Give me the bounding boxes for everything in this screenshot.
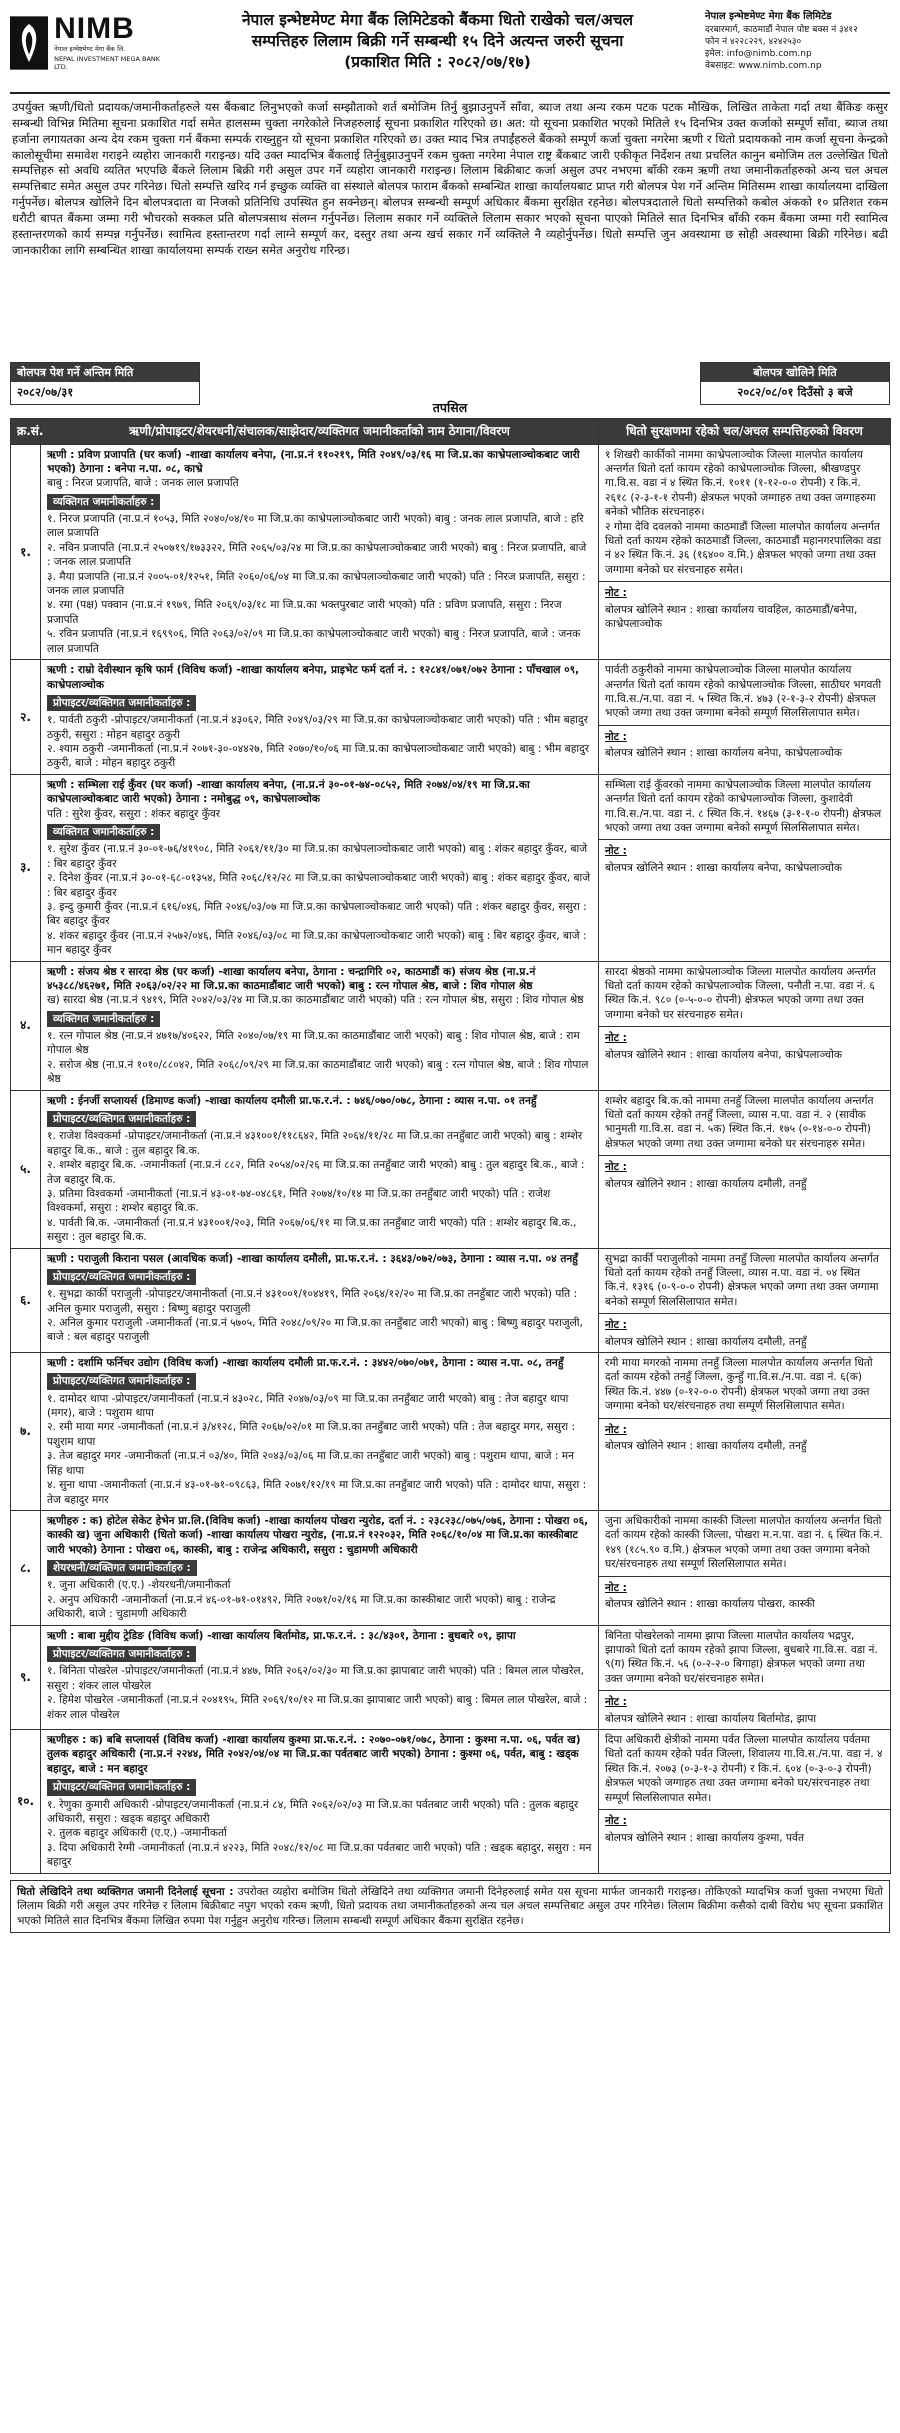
guarantor-section-label: प्रोपाइटर/व्यक्तिगत जमानीकर्ताहरु : bbox=[47, 1373, 196, 1389]
borrower-details-cell bbox=[41, 660, 599, 775]
row-serial-number: ७. bbox=[11, 1353, 41, 1511]
note-label: नोट : bbox=[605, 845, 627, 858]
contact-email: इमेल: info@nimb.com.np bbox=[705, 48, 812, 59]
contact-address: दरबारमार्ग, काठमाडौं नेपाल पोष्ट बक्स नं ३४१२ bbox=[705, 24, 858, 35]
row-serial-number: ८. bbox=[11, 1510, 41, 1625]
guarantor-section-label: प्रोपाइटर/व्यक्तिगत जमानीकर्ताहरु : bbox=[47, 1111, 196, 1127]
auction-table bbox=[10, 418, 891, 1874]
contact-website: वेबसाइट: www.nimb.com.np bbox=[705, 60, 822, 71]
property-note-divider bbox=[599, 1690, 890, 1691]
table-row bbox=[11, 1510, 891, 1625]
guarantor-item: ३. प्रतिमा विश्वकर्मा -जमानीकर्ता (ना.प्र.नं ४३-०१-७४-०४८६१, मिति २०७४/१०/१४ मा जि.प्र.का तनहुँबाट जारी भएको) पति : राजेश विश्वकर्मा, ससुरा : शम्शेर बहादुर बि.क. bbox=[47, 1187, 551, 1215]
row-serial-number: ९. bbox=[11, 1625, 41, 1729]
deadline-row bbox=[10, 362, 890, 418]
property-note-divider bbox=[599, 1576, 890, 1577]
guarantor-section-label: प्रोपाइटर/व्यक्तिगत जमानीकर्ताहरु : bbox=[47, 1779, 196, 1795]
table-header-row bbox=[11, 419, 891, 445]
table-row bbox=[11, 444, 891, 660]
guarantor-item: १. रेणुका कुमारी अधिकारी -प्रोपाइटर/जमानीकर्ता (ना.प्र.नं ८४, मिति २०६२/०२/०३ मा जि.प्र.का पर्वतबाट जारी भएको) पति : तुलक बहादुर अधिकारी, ससुरा : खड्क बहादुर अधिकारी bbox=[47, 1798, 579, 1825]
bid-opening-location: बोलपत्र खोलिने स्थान : शाखा कार्यालय दमौली, तनहुँ bbox=[605, 1177, 807, 1190]
property-note-divider bbox=[599, 581, 890, 582]
row-serial-number: ३. bbox=[11, 774, 41, 961]
title-line-1: नेपाल इन्भेष्टमेण्ट मेगा बैंक लिमिटेडको बैंकमा धितो राखेको चल/अचल bbox=[241, 11, 634, 29]
row-serial-number: ५. bbox=[11, 1090, 41, 1248]
borrower-extra-info: ख) सारदा श्रेष्ठ (ना.प्र.नं ९४१९, मिति २०४२/०३/२४ मा जि.प्र.का काठमाडौंबाट जारी भएको) पति : रत्न गोपाल श्रेष्ठ, ससुरा : शिव गोपाल श्रेष्ठ bbox=[47, 994, 584, 1007]
borrower-extra-info: पति : सुरेश कुँवर, ससुरा : शंकर बहादुर कुँवर bbox=[47, 807, 221, 820]
title-line-2: सम्पत्तिहरु लिलाम बिक्री गर्ने सम्बन्धी १५ दिने अत्यन्त जरुरी सूचना bbox=[251, 31, 624, 50]
borrower-info: ऋणी : प्रविण प्रजापति (घर कर्जा) -शाखा कार्यालय बनेपा, (ना.प्र.नं ११०२१९, मिति २०४९/०३/१६ मा जि.प्र.का काभ्रेपलाञ्चोकबाट जारी भएको) ठेगाना : बनेपा न.पा. ०८, काभ्रे bbox=[47, 448, 580, 475]
guarantor-item: १. बिनिता पोखरेल -प्रोपाइटर/जमानीकर्ता (ना.प्र.नं ४४७, मिति २०६२/०२/३० मा जि.प्र.का झापाबाट जारी भएको) पति : बिमल लाल पोखरेल, ससुरा : शंकर लाल पोखरेल bbox=[47, 1665, 584, 1692]
guarantor-item: २. श्याम ठकुरी -जमानीकर्ता (ना.प्र.नं २०७१-३०-०४४२७, मिति २०७०/१०/०६ मा जि.प्र.का काभ्रेपलाञ्चोकबाट जारी भएको) बाबु : भीम बहादुर ठकुरी, बाजे : मोहन बहादुर ठकुरी bbox=[47, 742, 590, 770]
guarantor-section-label: प्रोपाइटर/व्यक्तिगत जमानीकर्ताहरु : bbox=[47, 1269, 196, 1285]
table-row bbox=[11, 660, 891, 775]
property-description: रमी माया मगरको नाममा तनहुँ जिल्ला मालपोत कार्यालय अन्तर्गत धितो दर्ता कायम रहेको तनहुँ जिल्ला, कुन्हुँ गा.वि.स./न.पा. वडा नं. ६(क) स्थित कि.नं. ४४७ (०-१२-०-० रोपनी) क्षेत्रफल भएको जग्गा तथा उक्त जग्गामा बनेको घर/संरचनाहरु तथा सम्पूर्ण सिलसिलापात समेत। bbox=[605, 1357, 873, 1413]
note-label: नोट : bbox=[605, 1319, 627, 1332]
collateral-property-cell bbox=[599, 1625, 891, 1729]
borrower-info: ऋणी : राम्रो देवीस्थान कृषि फार्म (विविध कर्जा) -शाखा कार्यालय बनेपा, प्राइभेट फर्म दर्ता नं. : १२८४१/०७१/०७२ ठेगाना : पाँचखाल ०९, काभ्रेपलाञ्चोक bbox=[47, 664, 580, 691]
guarantor-item: २. रमी माया मगर -जमानीकर्ता (ना.प्र.नं ३/४१२८, मिति २०६७/०२/०१ मा जि.प्र.का तनहुँबाट जारी भएको) पति : तेज बहादुर मगर, ससुरा : पशुराम थापा bbox=[47, 1421, 576, 1448]
property-note-divider bbox=[599, 1155, 890, 1156]
borrower-details-cell bbox=[41, 774, 599, 961]
property-description: सुभद्रा कार्की पराजुलीको नाममा तनहुँ जिल्ला मालपोत कार्यालय अन्तर्गत धितो दर्ता कायम रहेको तनहुँ जिल्ला, व्यास न.पा. वडा नं. ०४ स्थित कि.नं. १३१६ (०-९-०-० रोपनी) क्षेत्रफल भएको जग्गा तथा उक्त जग्गामा बनेको सम्पूर्ण सिलसिलापात समेत। bbox=[605, 1252, 879, 1308]
borrower-details-cell bbox=[41, 1090, 599, 1248]
collateral-property-cell bbox=[599, 444, 891, 660]
bid-opening-location: बोलपत्र खोलिने स्थान : शाखा कार्यालय पोखरा, कास्की bbox=[605, 1597, 815, 1610]
borrower-details-cell bbox=[41, 1730, 599, 1874]
note-label: नोट : bbox=[605, 1581, 627, 1594]
property-note-divider bbox=[599, 725, 890, 726]
borrower-details-cell bbox=[41, 1353, 599, 1511]
guarantor-item: ४. रमा (पक्ष) पक्वान (ना.प्र.नं १९७९, मिति २०६९/०३/१८ मा जि.प्र.का भक्तपुरबाट जारी भएको) पति : प्रविण प्रजापति, ससुरा : निरज प्रजापति bbox=[47, 599, 562, 626]
table-row bbox=[11, 1248, 891, 1352]
guarantor-item: २. अनिल कुमार पराजुली -जमानीकर्ता (ना.प्र.नं ५७०५, मिति २०४८/०९/२० मा जि.प्र.का तनहुँबाट जारी भएको) बाबु : बिष्णु बहादुर पराजुली, बाजे : बल बहादुर पराजुली bbox=[47, 1317, 583, 1344]
note-label: नोट : bbox=[605, 587, 627, 600]
collateral-property-cell bbox=[599, 1730, 891, 1874]
table-row bbox=[11, 1625, 891, 1729]
collateral-property-cell bbox=[599, 774, 891, 961]
note-label: नोट : bbox=[605, 1815, 627, 1828]
guarantor-item: ३. इन्दु कुमारी कुँवर (ना.प्र.नं ६१६/०४६, मिति २०४६/०३/०७ मा जि.प्र.का काभ्रेपलाञ्चोकबाट जारी भएको) पति : शंकर बहादुर कुँवर, ससुरा : बिर बहादुर कुँवर bbox=[47, 900, 587, 928]
bid-opening-location: बोलपत्र खोलिने स्थान : शाखा कार्यालय चावहिल, काठमाडौं/बनेपा, काभ्रेपलाञ्चोक bbox=[605, 603, 858, 631]
bid-opening-location: बोलपत्र खोलिने स्थान : शाखा कार्यालय दमौली, तनहुँ bbox=[605, 1440, 807, 1453]
note-label: नोट : bbox=[605, 1032, 627, 1045]
publish-date: (प्रकाशित मिति : २०८२/०७/१७) bbox=[344, 52, 531, 71]
guarantor-item: १. सुरेश कुँवर (ना.प्र.नं ३०-०१-७६/४१९०८, मिति २०६१/११/३० मा जि.प्र.का काभ्रेपलाञ्चोकबाट जारी भएको) बाबु : शंकर बहादुर कुँवर, बाजे : बिर बहादुर कुँवर bbox=[47, 843, 588, 870]
property-description: पार्वती ठकुरीको नाममा काभ्रेपलाञ्चोक जिल्ला मालपोत कार्यालय अन्तर्गत धितो दर्ता कायम रहेको काभ्रेपलाञ्चोक जिल्ला, साठीघर भगवती गा.वि.स./न.पा. वडा नं. ५ स्थित कि.नं. ४७३ (२-१-३-२ रोपनी) क्षेत्रफल भएको जग्गा तथा उक्त जग्गामा बनेको सम्पूर्ण सिलसिलापात समेत। bbox=[605, 664, 882, 720]
property-note-divider bbox=[599, 839, 890, 840]
contact-phone: फोन नं ४२२८२२९, ४२४२५३० bbox=[705, 36, 802, 47]
bid-opening-location: बोलपत्र खोलिने स्थान : शाखा कार्यालय बनेपा, काभ्रेपलाञ्चोक bbox=[605, 861, 843, 874]
submit-deadline-label: बोलपत्र पेश गर्ने अन्तिम मिति bbox=[11, 363, 199, 382]
bid-opening-location: बोलपत्र खोलिने स्थान : शाखा कार्यालय बिर्तामोड, झापा bbox=[605, 1712, 817, 1725]
borrower-info: ऋणीहरु : क) होटेल सेकेट हेभेन प्रा.लि.(विविध कर्जा) -शाखा कार्यालय पोखरा न्युरोड, दर्ता नं. : २३८२३८/०७५/०७६, ठेगाना : पोखरा ०६, कास्की ख) जुना अधिकारी (धितो कर्जा) -शाखा कार्यालय पोखरा न्युरोड, (ना.प्र.नं १२२०३२, मिति २०६८/१०/०४ मा जि.प्र.का कास्कीबाट जारी भएको) ठेगाना : पोखरा ०६, कास्की, बाबु : राजेन्द्र अधिकारी, ससुरा : चुडामणी अधिकारी bbox=[47, 1514, 589, 1556]
bid-opening-location: बोलपत्र खोलिने स्थान : शाखा कार्यालय कुश्मा, पर्वत bbox=[605, 1831, 804, 1844]
table-row bbox=[11, 774, 891, 961]
guarantor-item: १. पार्वती ठकुरी -प्रोपाइटर/जमानीकर्ता (ना.प्र.नं ४३०६२, मिति २०४९/०३/२९ मा जि.प्र.का काभ्रेपलाञ्चोकबाट जारी भएको) पति : भीम बहादुर ठकुरी, ससुरा : मोहन बहादुर ठकुरी bbox=[47, 714, 588, 741]
guarantor-item: २. हिमेश पोखरेल -जमानीकर्ता (ना.प्र.नं २०४१९५, मिति २०६९/१०/१२ मा जि.प्र.का झापाबाट जारी भएको) बाबु : बिमल लाल पोखरेल, बाजे : शंकर लाल पोखरेल bbox=[47, 1694, 588, 1721]
bid-opening-location: बोलपत्र खोलिने स्थान : शाखा कार्यालय बनेपा, काभ्रेपलाञ्चोक bbox=[605, 747, 843, 760]
note-label: नोट : bbox=[605, 1423, 627, 1436]
footnote-title: धितो लेखिदिने तथा व्यक्तिगत जमानी दिनेलाई सूचना : bbox=[17, 1885, 234, 1898]
logo-sub-en: NEPAL INVESTMENT MEGA BANK LTD. bbox=[54, 55, 161, 71]
guarantor-section-label: प्रोपाइटर/व्यक्तिगत जमानीकर्ताहरु : bbox=[47, 1646, 196, 1662]
property-description: सारदा श्रेष्ठको नाममा काभ्रेपलाञ्चोक जिल्ला मालपोत कार्यालय अन्तर्गत धितो दर्ता कायम रहेको काभ्रेपलाञ्चोक जिल्ला, पनौती न.पा. वडा नं. ६ स्थित कि.नं. ९८० (०-५-०-० रोपनी) क्षेत्रफल भएको जग्गा तथा उक्त जग्गामा बनेको घर संरचनाहरु समेत। bbox=[605, 965, 876, 1021]
table-caption: तपसिल bbox=[432, 399, 468, 415]
collateral-property-cell bbox=[599, 1510, 891, 1625]
property-description: शम्शेर बहादुर बि.क.को नाममा तनहुँ जिल्ला मालपोत कार्यालय अन्तर्गत धितो दर्ता कायम रहेको तनहुँ जिल्ला, व्यास न.पा. वडा नं. २ (सावीक भानुमती गा.वि.स. वडा नं. ५क) स्थित कि.नं. १७५ (०-१४-०-० रोपनी) क्षेत्रफल भएको जग्गा तथा उक्त जग्गामा बनेको घर संरचनाहरु समेत। bbox=[605, 1094, 874, 1150]
open-date-value: २०८२/०८/०१ दिउँसो ३ बजे bbox=[737, 385, 853, 400]
guarantor-item: २. शम्शेर बहादुर बि.क. -जमानीकर्ता (ना.प्र.नं ८८२, मिति २०५४/०२/२६ मा जि.प्र.का तनहुँबाट जारी भएको) बाबु : तुल बहादुर बि.क., बाजे : तेज बहादुर बि.क. bbox=[47, 1159, 585, 1186]
bid-opening-location: बोलपत्र खोलिने स्थान : शाखा कार्यालय दमौली, तनहुँ bbox=[605, 1335, 807, 1348]
guarantor-item: ३. दिपा अधिकारी रेग्मी -जमानीकर्ता (ना.प्र.नं ४२२३, मिति २०४८/१२/०८ मा जि.प्र.का पर्वतबाट जारी भएको) पति : खड्क बहादुर, ससुरा : मन बहादुर bbox=[47, 1841, 592, 1869]
bank-contact bbox=[705, 8, 890, 72]
property-note-divider bbox=[599, 1809, 890, 1810]
guarantor-section-label: व्यक्तिगत जमानीकर्ताहरु : bbox=[47, 1011, 160, 1027]
guarantor-item: २. तुलक बहादुर अधिकारी (ए.ए.) -जमानीकर्ता bbox=[47, 1827, 227, 1840]
guarantor-item: ४. पार्वती बि.क. -जमानीकर्ता (ना.प्र.नं ४३१००१/२०३, मिति २०६७/०६/११ मा जि.प्र.का तनहुँबाट जारी भएको) पति : शम्शेर बहादुर बि.क., ससुरा : तुल बहादुर बि.क. bbox=[47, 1216, 577, 1244]
open-date-box bbox=[700, 362, 890, 405]
collateral-property-cell bbox=[599, 1353, 891, 1511]
property-note-divider bbox=[599, 1313, 890, 1314]
guarantor-item: ५. रविन प्रजापति (ना.प्र.नं १६९९०६, मिति २०६३/०२/०९ मा जि.प्र.का काभ्रेपलाञ्चोकबाट जारी भएको) बाबु : निरज प्रजापति, बाजे : जनक लाल प्रजापति bbox=[47, 628, 581, 655]
borrower-info: ऋणी : दर्शामि फर्निचर उद्योग (विविध कर्जा) -शाखा कार्यालय दमौली प्रा.फ.र.नं. : ३४४२/०७०/०७१, ठेगाना : व्यास न.पा. ०८, तनहुँ bbox=[47, 1357, 564, 1369]
guarantor-item: १. निरज प्रजापति (ना.प्र.नं १०५३, मिति २०४०/०४/१० मा जि.प्र.का काभ्रेपलाञ्चोकबाट जारी भएको) बाबु : जनक लाल प्रजापति, बाजे : हरि लाल प्रजापति bbox=[47, 513, 584, 540]
collateral-property-cell bbox=[599, 1090, 891, 1248]
borrower-info: ऋणी : ईनर्जी सप्लायर्स (डिमाण्ड कर्जा) -शाखा कार्यालय दमौली प्रा.फ.र.नं. : ७४६/०७०/०७८, ठेगाना : व्यास न.पा. ०१ तनहुँ bbox=[47, 1094, 537, 1107]
guarantor-item: २. दिनेश कुँवर (ना.प्र.नं ३०-०१-६८-०१३५४, मिति २०६८/१२/२८ मा जि.प्र.का काभ्रेपलाञ्चोकबाट जारी भएको) बाबु : शंकर बहादुर कुँवर, बाजे : बिर बहादुर कुँवर bbox=[47, 872, 591, 899]
guarantor-item: ३. मैया प्रजापति (ना.प्र.नं २००५-०१/१२५१, मिति २०६०/०६/०४ मा जि.प्र.का काभ्रेपलाञ्चोकबाट जारी भएको) पति : निरज प्रजापति, ससुरा : जनक लाल प्रजापति bbox=[47, 570, 586, 598]
borrower-details-cell bbox=[41, 1248, 599, 1352]
collateral-property-cell bbox=[599, 660, 891, 775]
notice-title bbox=[170, 8, 705, 73]
row-serial-number: २. bbox=[11, 660, 41, 775]
property-note-divider bbox=[599, 1418, 890, 1419]
row-serial-number: १. bbox=[11, 444, 41, 660]
intro-paragraph: उपर्युक्त ऋणी/धितो प्रदायक/जमानीकर्ताहरुले यस बैंकबाट लिनुभएको कर्जा सम्झौताको शर्त बमोजिम तिर्नु बुझाउनुपर्ने साँवा, ब्याज तथा अन्य रकम पटक पटक मौखिक, लिखित ताकेता गर्दा तथा बैंकिङ कसुर सम्बन्धी विभिन्न मितिमा सूचना प्रकाशित गर्दा समेत हालसम्म चुक्ता नगरेकोले निजहरुलाई सूचना प्रकाशित गरिएको छ। अत: यो सूचना प्रकाशित भएको मितिले १५ दिनभित्र उक्त कर्जाको सम्पूर्ण साँवा, ब्याज तथा हर्जाना लगायतका अन्य देय रकम चुक्ता गर्न बैंकमा सम्पर्क राख्नुहुन यो सूचना प्रकाशित गरिएको छ। उक्त म्याद भित्र तपाईंहरुले बैंकको सम्पूर्ण कर्जा चुक्ता नगरेमा ऋणी र धितो प्रदायकको नाम कर्जा सूचना केन्द्रको कालोसूचीमा समावेश गराइने व्यहोरा जानकारी गराइन्छ। यदि उक्त म्यादभित्र बैंकलाई तिर्नुबुझाउनुपर्ने रकम चुक्ता नगरेमा नेपाल राष्ट्र बैंकबाट जारी एकीकृत निर्देशन तथा प्रचलित कानुन बमोजिम तल उल्लेखित धितो सम्पत्तिहरु सो अवधि व्यतित भएपछि बैंकले लिलाम बिक्री गरी असुल उपर गर्ने व्यहोरा जानकारी गराइन्छ। लिलाम बिक्रीबाट कर्जा असुल उपर नभएमा बाँकी रकम ऋणी तथा जमानीकर्ताहरुको अन्य चल अचल सम्पत्तिबाट समेत असुल उपर गरिनेछ। धितो सम्पत्ति खरिद गर्न इच्छुक व्यक्ति वा संस्थाले बोलपत्र फाराम बैंकको सम्बन्धित शाखा कार्यालयबाट प्राप्त गरी बोलपत्र पेश गर्ने अन्तिम मितिसम्म शाखा कार्यालयमा दाखिला गर्नुपर्नेछ। बोलपत्र खोलिने दिन बोलपत्रदाता वा निजको प्रतिनिधि उपस्थित हुन सक्नेछन्। बोलपत्र सम्बन्धी सम्पूर्ण अधिकार बैंकमा सुरक्षित रहनेछ। बोलपत्रदाताले धितो सम्पत्तिको कबोल अंकको १० प्रतिशत रकम धरौटी बापत बैंकमा जम्मा गरी भौचरको सक्कल प्रति बोलपत्रसाथ संलग्न गर्नुपर्नेछ। लिलाम सकार गर्ने व्यक्तिले लिलाम सकार भएको सूचना पाएको मितिले सात दिनभित्र बाँकी रकम बैंकमा जम्मा गरी स्वामित्व हस्तान्तरणको कार्य सम्पन्न गर्नुपर्नेछ। स्वामित्व हस्तान्तरण गर्दा लाग्ने सम्पूर्ण कर, दस्तुर तथा अन्य खर्च सकार गर्ने व्यक्तिले नै व्यहोर्नुपर्नेछ। धितो सम्पत्ति जुन अवस्थामा छ सोही अवस्थामा बिक्री गरिनेछ। बढी जानकारीका लागि सम्बन्धित शाखा कार्यालयमा सम्पर्क राख्न समेत अनुरोध गरिन्छ। bbox=[12, 100, 888, 257]
submit-deadline-box bbox=[10, 362, 200, 405]
bank-logo bbox=[10, 8, 170, 78]
guarantor-item: १. दामोदर थापा -प्रोपाइटर/जमानीकर्ता (ना.प्र.नं ४३०२८, मिति २०४७/०३/०९ मा जि.प्र.का तनहुँबाट जारी भएको) बाबु : तेज बहादुर थापा (मगर), बाजे : पशुराम थापा bbox=[47, 1392, 569, 1420]
open-date-label: बोलपत्र खोलिने मिति bbox=[701, 363, 889, 382]
borrower-extra-info: बाबु : निरज प्रजापति, बाजे : जनक लाल प्रजापति bbox=[47, 477, 239, 490]
borrower-info: ऋणी : बाबा मुद्दीय ट्रेडिङ (विविध कर्जा) -शाखा कार्यालय बिर्तामोड, प्रा.फ.र.नं. : ३८/४३०१, ठेगाना : बुधबारे ०९, झापा bbox=[47, 1629, 516, 1642]
table-row bbox=[11, 1353, 891, 1511]
property-description: जुना अधिकारीको नाममा कास्की जिल्ला मालपोत कार्यालय अन्तर्गत धितो दर्ता कायम रहेको कास्की जिल्ला, पोखरा म.न.पा. वडा नं. ६ स्थित कि.नं. १४९ (१८५.९० व.मि.) क्षेत्रफल भएको जग्गा तथा उक्त जग्गामा बनेको घर/संरचनाहरु तथा सम्पूर्ण सिलसिलापात समेत। bbox=[605, 1514, 883, 1571]
guarantor-item: १. राजेश विश्वकर्मा -प्रोपाइटर/जमानीकर्ता (ना.प्र.नं ४३१००१/११८६४२, मिति २०६४/११/२८ मा जि.प्र.का तनहुँबाट जारी भएको) बाबु : शम्शेर बहादुर बि.क., बाजे : तुल बहादुर बि.क. bbox=[47, 1130, 583, 1157]
footnote-text: उपरोक्त व्यहोरा बमोजिम धितो लेखिदिने तथा व्यक्तिगत जमानी दिनेहरुलाई समेत यस सूचना मार्फत जानकारी गराइन्छ। तोकिएको म्यादभित्र कर्जा चुक्ता नभएमा धितो लिलाम बिक्री गरी असुल उपर गरिनेछ र लिलाम बिक्रीबाट नपुग भएको रकम ऋणी, धितो प्रदायक तथा जमानीकर्ताहरुको अन्य चल अचल सम्पत्तिबाट असुल उपर गरिनेछ। लिलाम बिक्रीमा कसैको दाबी विरोध भए सूचना प्रकाशित भएको मितिले सात दिनभित्र बैंकमा लिखित रुपमा पेश गर्नुहुन अनुरोध गरिन्छ। लिलाम सम्बन्धी सम्पूर्ण अधिकार बैंकमा सुरक्षित रहनेछ। bbox=[17, 1885, 884, 1927]
header-borrower: ऋणी/प्रोपाइटर/शेयरधनी/संचालक/साझेदार/व्यक्तिगत जमानीकर्ताको नाम ठेगाना/विवरण bbox=[41, 419, 599, 445]
contact-bank-name: नेपाल इन्भेष्टमेण्ट मेगा बैंक लिमिटेड bbox=[705, 11, 832, 22]
guarantor-item: १. सुभद्रा कार्की पराजुली -प्रोपाइटर/जमानीकर्ता (ना.प्र.नं ४३१००१/१०४४१९, मिति २०६४/१२/२० मा जि.प्र.का तनहुँबाट जारी भएको) पति : अनिल कुमार पराजुली, ससुरा : बिष्णु बहादुर पराजुली bbox=[47, 1288, 578, 1315]
table-row bbox=[11, 1090, 891, 1248]
borrower-details-cell bbox=[41, 961, 599, 1090]
borrower-info: ऋणी : संजय श्रेष्ठ र सारदा श्रेष्ठ (घर कर्जा) -शाखा कार्यालय बनेपा, ठेगाना : चन्द्रागिरि ०२, काठमाडौं क) संजय श्रेष्ठ (ना.प्र.नं ४५३८८/४६२७१, मिति २०६३/०२/२२ मा जि.प्र.का काठमाडौंबाट जारी भएको) बाबु : रत्न गोपाल श्रेष्ठ, बाजे : शिव गोपाल श्रेष्ठ bbox=[47, 965, 536, 992]
borrower-info: ऋणीहरु : क) बबि सप्लायर्स (विविध कर्जा) -शाखा कार्यालय कुश्मा प्रा.फ.र.नं. : २०७०-०७१/०७८, ठेगाना : कुश्मा न.पा. ०६, पर्वत ख) तुलक बहादुर अधिकारी (ना.प्र.नं २२४४, मिति २०४२/०४/०४ मा जि.प्र.का पर्वतबाट जारी भएको) ठेगाना : कुश्मा ०६, पर्वत, बाबु : खड्क बहादुर, बाजे : मन बहादुर bbox=[47, 1734, 581, 1775]
borrower-details-cell bbox=[41, 444, 599, 660]
property-description: बिनिता पोखरेलको नाममा झापा जिल्ला मालपोत कार्यालय भद्रपुर, झापाको धितो दर्ता कायम रहेको झापा जिल्ला, बुधबारे गा.वि.स. वडा नं. ९(ग) स्थित कि.नं. ५६ (०-२-२-० बिगाहा) क्षेत्रफल भएको जग्गा तथा उक्त जग्गामा बनेको घर/संरचनाहरु समेत। bbox=[605, 1629, 878, 1685]
footnote bbox=[10, 1880, 890, 1934]
row-serial-number: ४. bbox=[11, 961, 41, 1090]
collateral-property-cell bbox=[599, 1248, 891, 1352]
table-row bbox=[11, 1730, 891, 1874]
submit-deadline-value: २०८२/०७/३१ bbox=[17, 385, 74, 400]
table-row bbox=[11, 961, 891, 1090]
borrower-info: ऋणी : सम्भिला राई कुँवर (घर कर्जा) -शाखा कार्यालय बनेपा, (ना.प्र.नं ३०-०१-७४-०८५२, मिति २०७४/०४/१९ मा जि.प्र.का काभ्रेपलाञ्चोकबाट जारी भएको) ठेगाना : नमोबुद्ध ०९, काभ्रेपलाञ्चोक bbox=[47, 778, 530, 806]
note-label: नोट : bbox=[605, 1696, 627, 1709]
table-body bbox=[11, 444, 891, 1873]
row-serial-number: ६. bbox=[11, 1248, 41, 1352]
note-label: नोट : bbox=[605, 730, 627, 743]
logo-name: NIMB bbox=[54, 12, 135, 46]
property-description: सम्भिला राई कुँवरको नाममा काभ्रेपलाञ्चोक जिल्ला मालपोत कार्यालय अन्तर्गत धितो दर्ता कायम रहेको काभ्रेपलाञ्चोक जिल्ला, कुशादेवी गा.वि.स./न.पा. वडा नं. ८ स्थित कि.नं. १४६७ (३-१-१-० रोपनी) क्षेत्रफल भएको जग्गा तथा उक्त जग्गामा बनेको सम्पूर्ण सिलसिलापात समेत। bbox=[605, 778, 882, 835]
note-label: नोट : bbox=[605, 1161, 627, 1174]
header-property: धितो सुरक्षणमा रहेको चल/अचल सम्पत्तिहरुको विवरण bbox=[599, 419, 891, 445]
bid-opening-location: बोलपत्र खोलिने स्थान : शाखा कार्यालय बनेपा, काभ्रेपलाञ्चोक bbox=[605, 1048, 843, 1061]
borrower-info: ऋणी : पराजुली किराना पसल (आवधिक कर्जा) -शाखा कार्यालय दमौली, प्रा.फ.र.नं. : ३६४३/०७२/०७३, ठेगाना : व्यास न.पा. ०४ तनहुँ bbox=[47, 1252, 578, 1265]
borrower-details-cell bbox=[41, 1510, 599, 1625]
guarantor-item: १. रत्न गोपाल श्रेष्ठ (ना.प्र.नं ४७१७/४०६२२, मिति २०४०/०७/१९ मा जि.प्र.का काठमाडौंबाट जारी भएको) बाबु : शिव गोपाल श्रेष्ठ, बाजे : राम गोपाल श्रेष्ठ bbox=[47, 1030, 580, 1057]
property-description: दिपा अधिकारी क्षेत्रीको नाममा पर्वत जिल्ला मालपोत कार्यालय पर्वतमा धितो दर्ता कायम रहेको पर्वत जिल्ला, शिवालय गा.वि.स./न.पा. वडा नं. ४ स्थित कि.नं. २०७३ (०-३-१-३ रोपनी) र कि.नं. ६०४ (०-३-०-३ रोपनी) क्षेत्रफल भएको जग्गाहरु तथा उक्त जग्गामा बनेको घर/संरचनाहरु तथा सम्पूर्ण सिलसिलापात समेत। bbox=[605, 1734, 883, 1804]
notice-header bbox=[10, 8, 890, 94]
logo-sub-ne: नेपाल इन्भेष्टमेण्ट मेगा बैंक लि. bbox=[54, 45, 126, 54]
guarantor-item: ३. तेज बहादुर मगर -जमानीकर्ता (ना.प्र.नं ०३/४०, मिति २०४३/०३/०६ मा जि.प्र.का तनहुँबाट जारी भएको) बाबु : पशुराम थापा, बाजे : मन सिंह थापा bbox=[47, 1450, 574, 1477]
guarantor-section-label: व्यक्तिगत जमानीकर्ताहरु : bbox=[47, 494, 160, 510]
guarantor-section-label: व्यक्तिगत जमानीकर्ताहरु : bbox=[47, 824, 160, 840]
guarantor-item: २. सरोज श्रेष्ठ (ना.प्र.नं १०१०/८८०४२, मिति २०६८/०९/२९ मा जि.प्र.का काठमाडौंबाट जारी भएको) बाबु : रत्न गोपाल श्रेष्ठ, बाजे : शिव गोपाल श्रेष्ठ bbox=[47, 1058, 589, 1086]
guarantor-item: २. अनुप अधिकारी -जमानीकर्ता (ना.प्र.नं ४६-०१-७१-०१४९२, मिति २०७१/०२/१६ मा जि.प्र.का कास्कीबाट जारी भएको) बाबु : राजेन्द्र अधिकारी, बाजे : चुडामणी अधिकारी bbox=[47, 1593, 556, 1621]
guarantor-item: २. नविन प्रजापति (ना.प्र.नं २५०७१९/१७३३२२, मिति २०६५/०३/२४ मा जि.प्र.का काभ्रेपलाञ्चोकबाट जारी भएको) बाबु : निरज प्रजापति, बाजे : जनक लाल प्रजापति bbox=[47, 541, 587, 569]
bank-emblem-icon bbox=[10, 15, 48, 71]
borrower-details-cell bbox=[41, 1625, 599, 1729]
guarantor-section-label: प्रोपाइटर/व्यक्तिगत जमानीकर्ताहरु : bbox=[47, 695, 196, 711]
property-description: २ गोमा देवि दवलको नाममा काठमाडौं जिल्ला मालपोत कार्यालय अन्तर्गत धितो दर्ता कायम रहेको काठमाडौं जिल्ला, काठमाडौं महानगरपालिका वडा नं ४२ स्थित कि.नं. ३६ (१६४०० व.मि.) क्षेत्रफल भएको जग्गा तथा उक्त जग्गामा बनेको घर संरचनाहरु समेत। bbox=[605, 520, 882, 576]
guarantor-item: १. जुना अधिकारी (ए.ए.) -शेयरधनी/जमानीकर्ता bbox=[47, 1579, 231, 1592]
property-note-divider bbox=[599, 1026, 890, 1027]
header-sn: क्र.सं. bbox=[11, 419, 41, 445]
guarantor-item: ४. शंकर बहादुर कुँवर (ना.प्र.नं २५७२/०४६, मिति २०४६/०३/०८ मा जि.प्र.का काभ्रेपलाञ्चोकबाट जारी भएको) बाबु : बिर बहादुर कुँवर, बाजे : मान बहादुर कुँवर bbox=[47, 929, 587, 957]
guarantor-section-label: शेयरधनी/व्यक्तिगत जमानीकर्ताहरु : bbox=[47, 1560, 197, 1576]
guarantor-item: ४. सुना थापा -जमानीकर्ता (ना.प्र.नं ४३-०१-७१-०९८६३, मिति २०७१/१२/१९ मा जि.प्र.का तनहुँबाट जारी भएको) पति : दामोदर थापा, ससुरा : तेज बहादुर मगर bbox=[47, 1479, 587, 1506]
row-serial-number: १०. bbox=[11, 1730, 41, 1874]
property-description: १ शिखरी कार्कीको नाममा काभ्रेपलाञ्चोक जिल्ला मालपोत कार्यालय अन्तर्गत धितो दर्ता कायम रहेको काभ्रेपलाञ्चोक जिल्ला, श्रीखण्डपुर गा.वि.स. वडा नं ४ स्थित कि.नं. १०११ (१-१२-०-० रोपनी) र कि.नं. २६१८ (२-३-१-१ रोपनी) क्षेत्रफल भएको जग्गाहरु तथा उक्त जग्गाहरुमा बनेको भौतिक संरचनाहरु। bbox=[605, 448, 876, 519]
collateral-property-cell bbox=[599, 961, 891, 1090]
